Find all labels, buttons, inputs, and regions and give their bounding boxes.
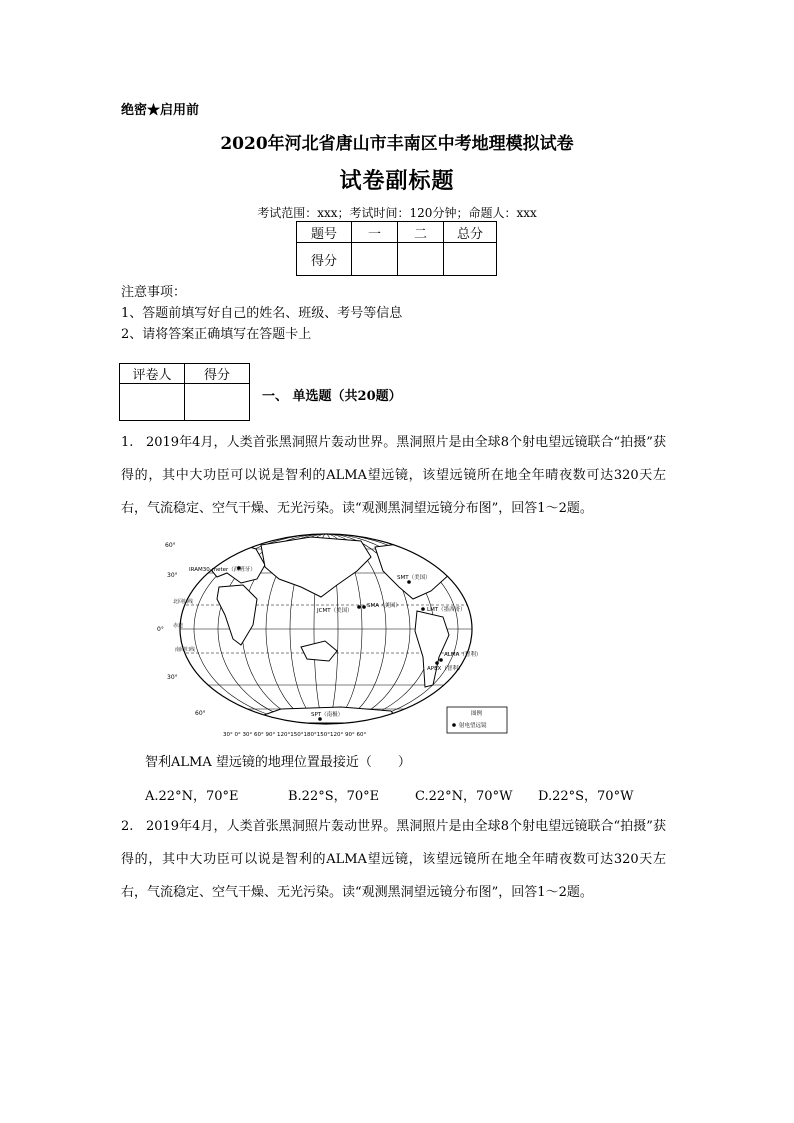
question-text: 2019年4月，人类首张黑洞照片轰动世界。黑洞照片是由全球8个射电望远镜联合“拍摄”获得的，其中大功臣可以说是智利的ALMA望远镜，该望远镜所在地全年晴夜数可达320天左右，气流稳定、空气干燥、无光污染。读“观测黑洞望远镜分布图”，回答1～2题。 [121, 819, 666, 900]
score-header-two: 二 [398, 222, 444, 243]
grader-cell[interactable] [120, 384, 185, 421]
lat-label: 0° [157, 626, 164, 633]
telescope-label: SMT（美国） [397, 575, 431, 581]
question-1 [121, 426, 666, 525]
telescope-marker [357, 605, 361, 609]
telescope-marker [439, 658, 443, 662]
exam-subtitle: 试卷副标题 [339, 168, 455, 194]
score-cell[interactable] [444, 243, 497, 276]
lat-label: 60° [195, 710, 206, 717]
telescope-label: ALMA（智利） [444, 652, 482, 658]
telescope-marker [421, 607, 425, 611]
grader-table [119, 363, 250, 421]
notes-section [121, 282, 402, 345]
section-heading: 一、 单选题（共20题） [262, 389, 402, 404]
option-c[interactable]: C.22°N，70°W [415, 789, 513, 804]
option-d[interactable]: D.22°S，70°W [538, 789, 634, 804]
telescope-marker [362, 605, 366, 609]
lon-labels: 30° 0° 30° 60° 90° 120°150°180°150°120° 90° 60° [223, 732, 367, 738]
telescope-label: SMA（美国） [367, 603, 401, 609]
score-cell[interactable] [398, 243, 444, 276]
telescope-label: JCMT（美国） [317, 608, 353, 614]
option-b[interactable]: B.22°S，70°E [288, 789, 380, 804]
score-cell[interactable] [352, 243, 398, 276]
score-row-label: 得分 [297, 243, 352, 276]
notes-item: 2、请将答案正确填写在答题卡上 [121, 327, 312, 342]
telescope-distribution-map [157, 527, 487, 738]
option-a[interactable]: A.22°N，70°E [145, 789, 239, 804]
telescope-label: SPT（南极） [311, 712, 344, 718]
telescope-label: IRAM30-meter（西班牙） [189, 567, 256, 573]
lat-label: 30° [167, 674, 178, 681]
score-header-one: 一 [352, 222, 398, 243]
tropic-capricorn-label: 南回归线 [175, 647, 196, 653]
grader-score-header: 得分 [185, 364, 250, 384]
question-number: 2. [121, 819, 134, 834]
notes-title: 注意事项： [121, 285, 187, 300]
confidential-mark: 绝密★启用前 [121, 103, 200, 118]
grader-header: 评卷人 [120, 364, 185, 384]
legend-title: 图例 [471, 711, 483, 717]
telescope-label: LMT（墨西哥） [427, 607, 466, 613]
question-number: 1. [121, 435, 134, 450]
equator-label: 赤道 [173, 623, 184, 629]
exam-info: 考试范围：xxx；考试时间：120分钟；命题人：xxx [257, 206, 537, 220]
question-2 [121, 810, 666, 909]
notes-item: 1、答题前填写好自己的姓名、班级、考号等信息 [121, 306, 403, 321]
grader-score-cell[interactable] [185, 384, 250, 421]
exam-title: 2020年河北省唐山市丰南区中考地理模拟试卷 [220, 134, 574, 154]
map-legend [447, 707, 507, 733]
telescope-label: APEX（智利） [427, 666, 464, 672]
score-header-total: 总分 [444, 222, 497, 243]
tropic-cancer-label: 北回归线 [173, 599, 194, 605]
legend-marker [452, 723, 456, 727]
sub-question: 智利ALMA 望远镜的地理位置最接近（ ） [145, 755, 411, 770]
score-header-number: 题号 [297, 222, 352, 243]
legend-label: 射电望远镜 [459, 723, 487, 729]
telescope-marker [435, 661, 439, 665]
lat-label: 30° [167, 572, 178, 579]
lat-label: 60° [165, 542, 176, 549]
question-text: 2019年4月，人类首张黑洞照片轰动世界。黑洞照片是由全球8个射电望远镜联合“拍摄”获得的，其中大功臣可以说是智利的ALMA望远镜，该望远镜所在地全年晴夜数可达320天左右，气流稳定、空气干燥、无光污染。读“观测黑洞望远镜分布图”，回答1～2题。 [121, 435, 666, 516]
score-table [296, 221, 497, 276]
